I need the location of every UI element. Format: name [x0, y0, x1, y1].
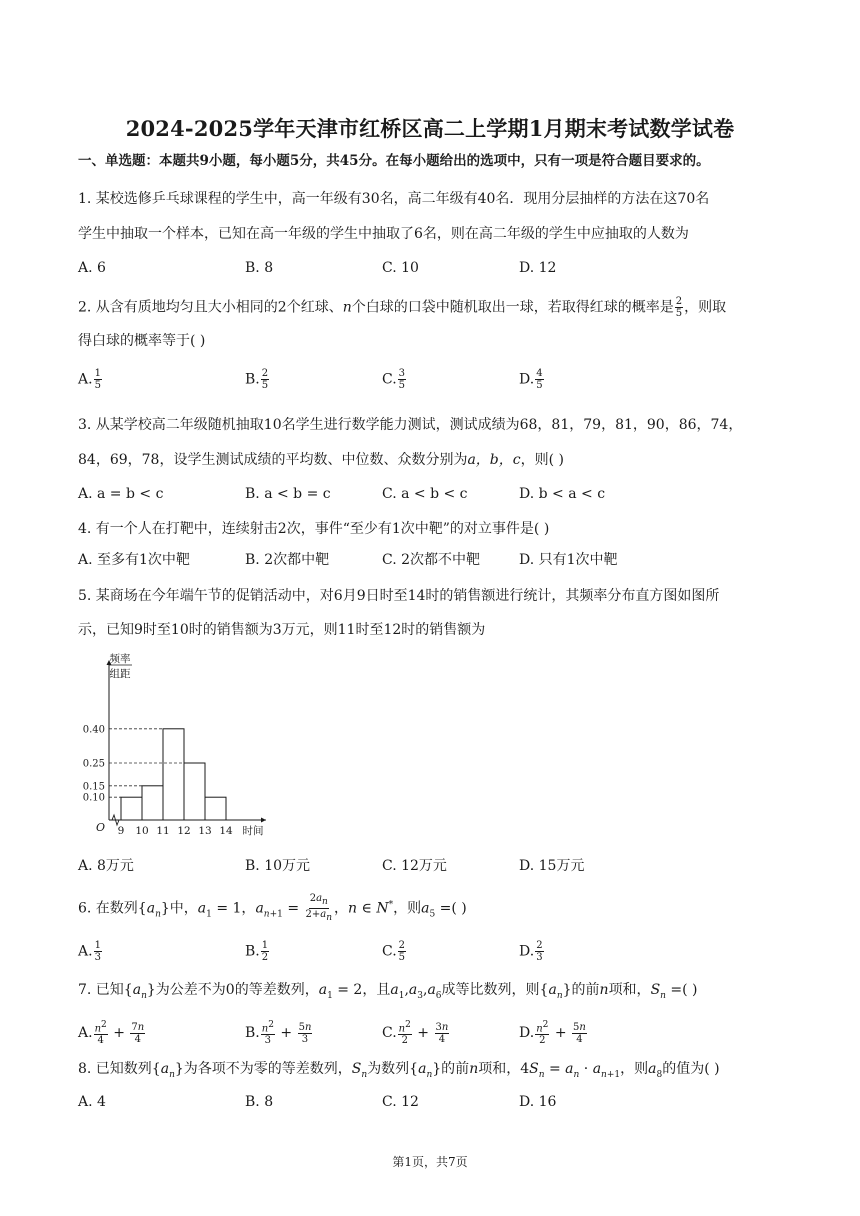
x-tick-label: 11	[156, 825, 170, 837]
question-5-line-2: 示，已知9时至10时的销售额为3万元，则11时至12时的销售额为	[78, 622, 486, 638]
question-8-line-1: 8. 已知数列$\{a_n\}$为各项不为零的等差数列，$S_n$为数列$\{a_n\}$的前n项和，$4S_n = a_n \cdot a_{n+1}$，则$a_8$的值为( )	[78, 1061, 720, 1080]
q4-option-a: A. 至多有1次中靶	[78, 552, 190, 568]
q1-option-b: B. 8	[245, 260, 274, 276]
q3-option-c: C. a < b < c	[382, 486, 468, 502]
question-2-line-1	[78, 296, 726, 319]
question-7-line-1: 7. 已知$\{a_n\}$为公差不为0的等差数列，$a_1 = 2$，且$a_1,a_3,a_6$成等比数列，则$\{a_n\}$的前n项和，$S_n$ =( )	[78, 982, 698, 1001]
question-3-line-2: 84，69，78，设学生测试成绩的平均数、中位数、众数分别为a，b，c，则( )	[78, 452, 564, 468]
q8-option-c: C. 12	[382, 1094, 419, 1110]
q6-option-a: A. $\frac{1}{3}$	[78, 940, 101, 963]
q7-option-b: B. $\frac{n^2}{3}$ + $\frac{5n}{3}$	[245, 1020, 312, 1047]
q5-option-a: A. 8万元	[78, 858, 134, 874]
origin-label: O	[96, 821, 106, 834]
x-tick-label: 14	[219, 825, 233, 837]
section-header: 一、单选题：本题共9小题，每小题5分，共45分。在每小题给出的选项中，只有一项是符合题目要求的。	[78, 153, 710, 169]
y-tick-label: 0.40	[82, 724, 105, 736]
q7-option-a: A. $\frac{n^2}{4}$ + $\frac{7n}{4}$	[78, 1020, 145, 1047]
question-2-line-2: 得白球的概率等于( )	[78, 333, 206, 349]
q8-option-d: D. 16	[519, 1094, 557, 1110]
histogram-bar	[205, 797, 226, 820]
x-tick-label: 9	[117, 825, 125, 837]
q2-option-c: C. $\frac{3}{5}$	[382, 368, 406, 391]
histogram-bar	[184, 763, 205, 820]
q5-option-c: C. 12万元	[382, 858, 447, 874]
q1-option-d: D. 12	[519, 260, 557, 276]
x-tick-label: 13	[198, 825, 212, 837]
q2-option-d: D. $\frac{4}{5}$	[519, 368, 543, 391]
q8-option-b: B. 8	[245, 1094, 274, 1110]
q1-option-a: A. 6	[78, 260, 106, 276]
q2-text-1: 2. 从含有质地均匀且大小相同的2个红球、	[78, 299, 343, 316]
question-3-line-1: 3. 从某学校高二年级随机抽取10名学生进行数学能力测试，测试成绩为68，81，79，81，90，86，74，	[78, 417, 743, 433]
y-tick-label: 0.25	[82, 758, 105, 770]
page-title: 2024-2025学年天津市红桥区高二上学期1月期末考试数学试卷	[125, 116, 735, 141]
question-5-line-1: 5. 某商场在今年端午节的促销活动中，对6月9日时至14时的销售额进行统计，其频率分布直方图如图所	[78, 588, 720, 604]
x-axis-arrow	[261, 818, 266, 823]
q2-option-a: A. $\frac{1}{5}$	[78, 368, 101, 391]
q7-option-c: C. $\frac{n^2}{2}$ + $\frac{3n}{4}$	[382, 1020, 449, 1047]
question-1-line-1: 1. 某校选修乒乓球课程的学生中，高一年级有30名，高二年级有40名．现用分层抽样的方法在这70名	[78, 191, 710, 207]
y-axis-label-bottom: 组距	[109, 668, 131, 680]
x-tick-label: 12	[177, 825, 191, 837]
q4-option-c: C. 2次都不中靶	[382, 552, 481, 568]
q4-option-d: D. 只有1次中靶	[519, 552, 618, 568]
q5-option-d: D. 15万元	[519, 858, 585, 874]
q2-red-probability: $\frac{2}{5}$	[675, 296, 683, 319]
q3-option-d: D. b < a < c	[519, 486, 606, 502]
q5-option-b: B. 10万元	[245, 858, 311, 874]
q7-option-d: D. $\frac{n^2}{2}$ + $\frac{5n}{4}$	[519, 1020, 586, 1047]
question-4-line-1: 4. 有一个人在打靶中，连续射击2次，事件“至少有1次中靶”的对立事件是( )	[78, 521, 550, 537]
q2-text-3: ，则取	[684, 299, 727, 316]
histogram-bar	[121, 797, 142, 820]
q6-option-d: D. $\frac{2}{3}$	[519, 940, 543, 963]
q2-var-n: n	[342, 299, 352, 316]
question-6-line-1: 6. 在数列$\{a_n\}$中，$a_1 = 1$，$a_{n+1}$ = $\frac{2a_n}{2+a_n}$ ，n ∈ N*，则$a_5$ =( )	[78, 893, 467, 923]
q6-option-b: B. $\frac{1}{2}$	[245, 940, 269, 963]
q4-option-b: B. 2次都中靶	[245, 552, 330, 568]
page-footer: 第1页，共7页	[392, 1155, 468, 1169]
y-axis-label-top: 频率	[109, 653, 131, 665]
q6-option-c: C. $\frac{2}{5}$	[382, 940, 406, 963]
histogram-bar	[142, 786, 163, 820]
q2-option-b: B. $\frac{2}{5}$	[245, 368, 269, 391]
question-1-line-2: 学生中抽取一个样本，已知在高一年级的学生中抽取了6名，则在高二年级的学生中应抽取的人数为	[78, 226, 689, 242]
y-tick-label: 0.10	[82, 792, 105, 804]
frequency-histogram	[70, 650, 270, 840]
y-tick-label: 0.15	[82, 781, 105, 793]
histogram-bar	[163, 729, 184, 820]
q3-option-b: B. a < b = c	[245, 486, 331, 502]
x-tick-label: 10	[135, 825, 149, 837]
q2-text-2: 个白球的口袋中随机取出一球，若取得红球的概率是	[351, 299, 674, 316]
x-axis-label: 时间	[242, 825, 264, 837]
q8-option-a: A. 4	[78, 1094, 106, 1110]
q3-option-a: A. a = b < c	[78, 486, 164, 502]
q1-option-c: C. 10	[382, 260, 419, 276]
